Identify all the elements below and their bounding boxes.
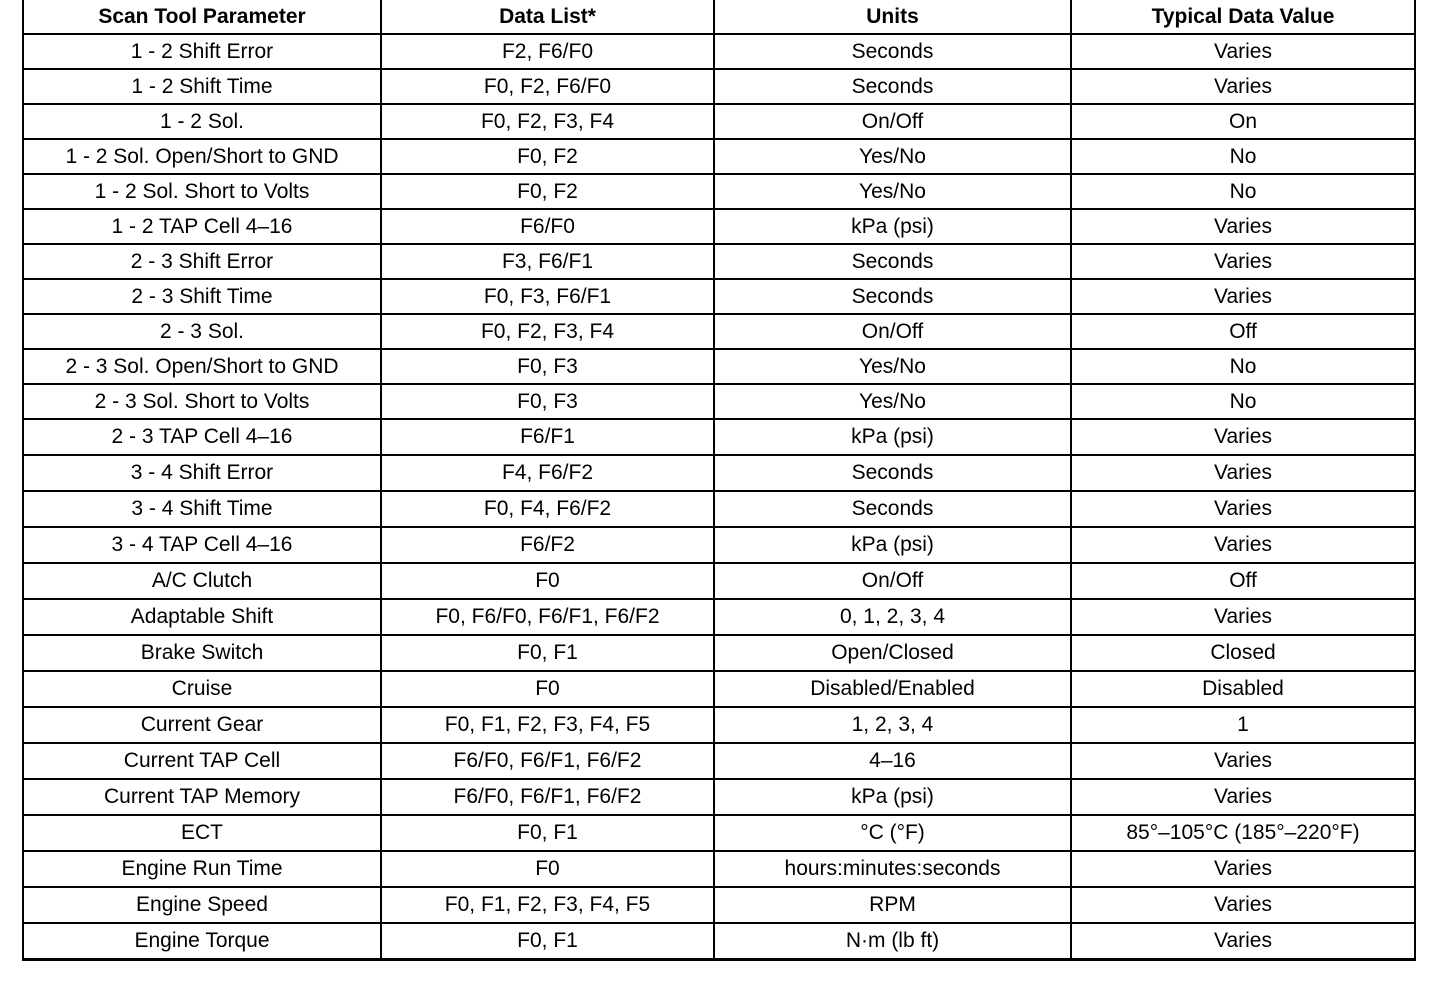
cell-units: kPa (psi) — [714, 209, 1071, 244]
cell-data-list: F0, F2, F6/F0 — [381, 69, 714, 104]
cell-typical-value: No — [1071, 349, 1415, 384]
cell-units: Disabled/Enabled — [714, 671, 1071, 707]
cell-typical-value: Varies — [1071, 527, 1415, 563]
cell-parameter: 2 - 3 Sol. — [23, 314, 381, 349]
cell-typical-value: Varies — [1071, 34, 1415, 69]
table-row — [23, 139, 1415, 174]
cell-data-list: F6/F0, F6/F1, F6/F2 — [381, 743, 714, 779]
cell-data-list: F0, F2 — [381, 174, 714, 209]
cell-data-list: F0, F1, F2, F3, F4, F5 — [381, 707, 714, 743]
cell-parameter: 2 - 3 Sol. Short to Volts — [23, 384, 381, 419]
table-row — [23, 599, 1415, 635]
cell-units: Yes/No — [714, 349, 1071, 384]
table-row — [23, 815, 1415, 851]
cell-data-list: F3, F6/F1 — [381, 244, 714, 279]
table-row — [23, 104, 1415, 139]
table-body — [23, 34, 1415, 960]
table-row — [23, 419, 1415, 455]
cell-data-list: F0, F3 — [381, 384, 714, 419]
cell-data-list: F0, F1 — [381, 635, 714, 671]
table-row — [23, 923, 1415, 960]
cell-data-list: F2, F6/F0 — [381, 34, 714, 69]
cell-units: Yes/No — [714, 384, 1071, 419]
table-row — [23, 279, 1415, 314]
cell-parameter: 2 - 3 Shift Error — [23, 244, 381, 279]
cell-typical-value: Varies — [1071, 491, 1415, 527]
cell-typical-value: Varies — [1071, 209, 1415, 244]
table-row — [23, 69, 1415, 104]
table-row — [23, 635, 1415, 671]
cell-parameter: Brake Switch — [23, 635, 381, 671]
cell-parameter: 2 - 3 TAP Cell 4–16 — [23, 419, 381, 455]
cell-units: N·m (lb ft) — [714, 923, 1071, 960]
cell-data-list: F0 — [381, 671, 714, 707]
cell-data-list: F4, F6/F2 — [381, 455, 714, 491]
cell-parameter: 1 - 2 Sol. — [23, 104, 381, 139]
cell-typical-value: Disabled — [1071, 671, 1415, 707]
table-row — [23, 34, 1415, 69]
cell-typical-value: Varies — [1071, 69, 1415, 104]
cell-data-list: F6/F0 — [381, 209, 714, 244]
table-row — [23, 244, 1415, 279]
cell-units: hours:minutes:seconds — [714, 851, 1071, 887]
cell-parameter: 3 - 4 Shift Error — [23, 455, 381, 491]
cell-typical-value: No — [1071, 174, 1415, 209]
cell-units: On/Off — [714, 314, 1071, 349]
cell-parameter: Current TAP Memory — [23, 779, 381, 815]
cell-parameter: Engine Torque — [23, 923, 381, 960]
cell-typical-value: Off — [1071, 563, 1415, 599]
cell-data-list: F6/F1 — [381, 419, 714, 455]
cell-units: 0, 1, 2, 3, 4 — [714, 599, 1071, 635]
cell-units: °C (°F) — [714, 815, 1071, 851]
table-row — [23, 384, 1415, 419]
cell-units: kPa (psi) — [714, 419, 1071, 455]
table-row — [23, 851, 1415, 887]
cell-typical-value: 85°–105°C (185°–220°F) — [1071, 815, 1415, 851]
table-row — [23, 455, 1415, 491]
cell-units: On/Off — [714, 563, 1071, 599]
table-row — [23, 563, 1415, 599]
cell-typical-value: Varies — [1071, 923, 1415, 960]
cell-data-list: F0, F1 — [381, 815, 714, 851]
cell-units: Seconds — [714, 34, 1071, 69]
cell-data-list: F0, F3 — [381, 349, 714, 384]
document-page — [22, 0, 1414, 961]
table-row — [23, 314, 1415, 349]
cell-units: kPa (psi) — [714, 779, 1071, 815]
cell-parameter: Adaptable Shift — [23, 599, 381, 635]
cell-data-list: F6/F2 — [381, 527, 714, 563]
cell-units: Seconds — [714, 69, 1071, 104]
cell-units: kPa (psi) — [714, 527, 1071, 563]
cell-typical-value: Varies — [1071, 779, 1415, 815]
cell-typical-value: Off — [1071, 314, 1415, 349]
scan-tool-data-table — [22, 0, 1416, 961]
cell-parameter: A/C Clutch — [23, 563, 381, 599]
cell-typical-value: Closed — [1071, 635, 1415, 671]
cell-units: Seconds — [714, 244, 1071, 279]
cell-data-list: F6/F0, F6/F1, F6/F2 — [381, 779, 714, 815]
table-row — [23, 743, 1415, 779]
cell-parameter: Cruise — [23, 671, 381, 707]
cell-typical-value: Varies — [1071, 887, 1415, 923]
header-units: Units — [714, 0, 1071, 34]
cell-parameter: 1 - 2 Shift Time — [23, 69, 381, 104]
cell-units: 1, 2, 3, 4 — [714, 707, 1071, 743]
cell-typical-value: No — [1071, 139, 1415, 174]
cell-units: 4–16 — [714, 743, 1071, 779]
cell-data-list: F0, F1 — [381, 923, 714, 960]
cell-data-list: F0, F4, F6/F2 — [381, 491, 714, 527]
table-row — [23, 349, 1415, 384]
cell-units: Yes/No — [714, 174, 1071, 209]
cell-parameter: 1 - 2 Sol. Open/Short to GND — [23, 139, 381, 174]
cell-typical-value: Varies — [1071, 599, 1415, 635]
cell-parameter: 2 - 3 Sol. Open/Short to GND — [23, 349, 381, 384]
cell-data-list: F0, F2, F3, F4 — [381, 314, 714, 349]
cell-typical-value: On — [1071, 104, 1415, 139]
cell-typical-value: No — [1071, 384, 1415, 419]
cell-data-list: F0 — [381, 851, 714, 887]
table-row — [23, 527, 1415, 563]
cell-parameter: Current TAP Cell — [23, 743, 381, 779]
cell-parameter: 3 - 4 TAP Cell 4–16 — [23, 527, 381, 563]
cell-typical-value: Varies — [1071, 455, 1415, 491]
cell-units: Seconds — [714, 279, 1071, 314]
cell-units: Yes/No — [714, 139, 1071, 174]
cell-data-list: F0, F6/F0, F6/F1, F6/F2 — [381, 599, 714, 635]
cell-data-list: F0 — [381, 563, 714, 599]
table-row — [23, 707, 1415, 743]
table-row — [23, 174, 1415, 209]
table-row — [23, 779, 1415, 815]
header-scan-tool-parameter: Scan Tool Parameter — [23, 0, 381, 34]
cell-parameter: Current Gear — [23, 707, 381, 743]
cell-parameter: 2 - 3 Shift Time — [23, 279, 381, 314]
cell-typical-value: 1 — [1071, 707, 1415, 743]
cell-typical-value: Varies — [1071, 743, 1415, 779]
cell-units: RPM — [714, 887, 1071, 923]
cell-parameter: 1 - 2 Sol. Short to Volts — [23, 174, 381, 209]
cell-typical-value: Varies — [1071, 851, 1415, 887]
cell-data-list: F0, F1, F2, F3, F4, F5 — [381, 887, 714, 923]
cell-units: Seconds — [714, 491, 1071, 527]
cell-parameter: ECT — [23, 815, 381, 851]
cell-parameter: 1 - 2 Shift Error — [23, 34, 381, 69]
table-row — [23, 671, 1415, 707]
header-row — [23, 0, 1415, 34]
header-data-list: Data List* — [381, 0, 714, 34]
cell-typical-value: Varies — [1071, 279, 1415, 314]
cell-parameter: Engine Speed — [23, 887, 381, 923]
cell-parameter: 1 - 2 TAP Cell 4–16 — [23, 209, 381, 244]
cell-units: Seconds — [714, 455, 1071, 491]
cell-units: Open/Closed — [714, 635, 1071, 671]
cell-units: On/Off — [714, 104, 1071, 139]
table-row — [23, 491, 1415, 527]
cell-typical-value: Varies — [1071, 419, 1415, 455]
cell-parameter: Engine Run Time — [23, 851, 381, 887]
cell-data-list: F0, F3, F6/F1 — [381, 279, 714, 314]
cell-data-list: F0, F2 — [381, 139, 714, 174]
cell-typical-value: Varies — [1071, 244, 1415, 279]
cell-parameter: 3 - 4 Shift Time — [23, 491, 381, 527]
header-typical-data-value: Typical Data Value — [1071, 0, 1415, 34]
cell-data-list: F0, F2, F3, F4 — [381, 104, 714, 139]
table-row — [23, 887, 1415, 923]
table-header — [23, 0, 1415, 34]
table-row — [23, 209, 1415, 244]
